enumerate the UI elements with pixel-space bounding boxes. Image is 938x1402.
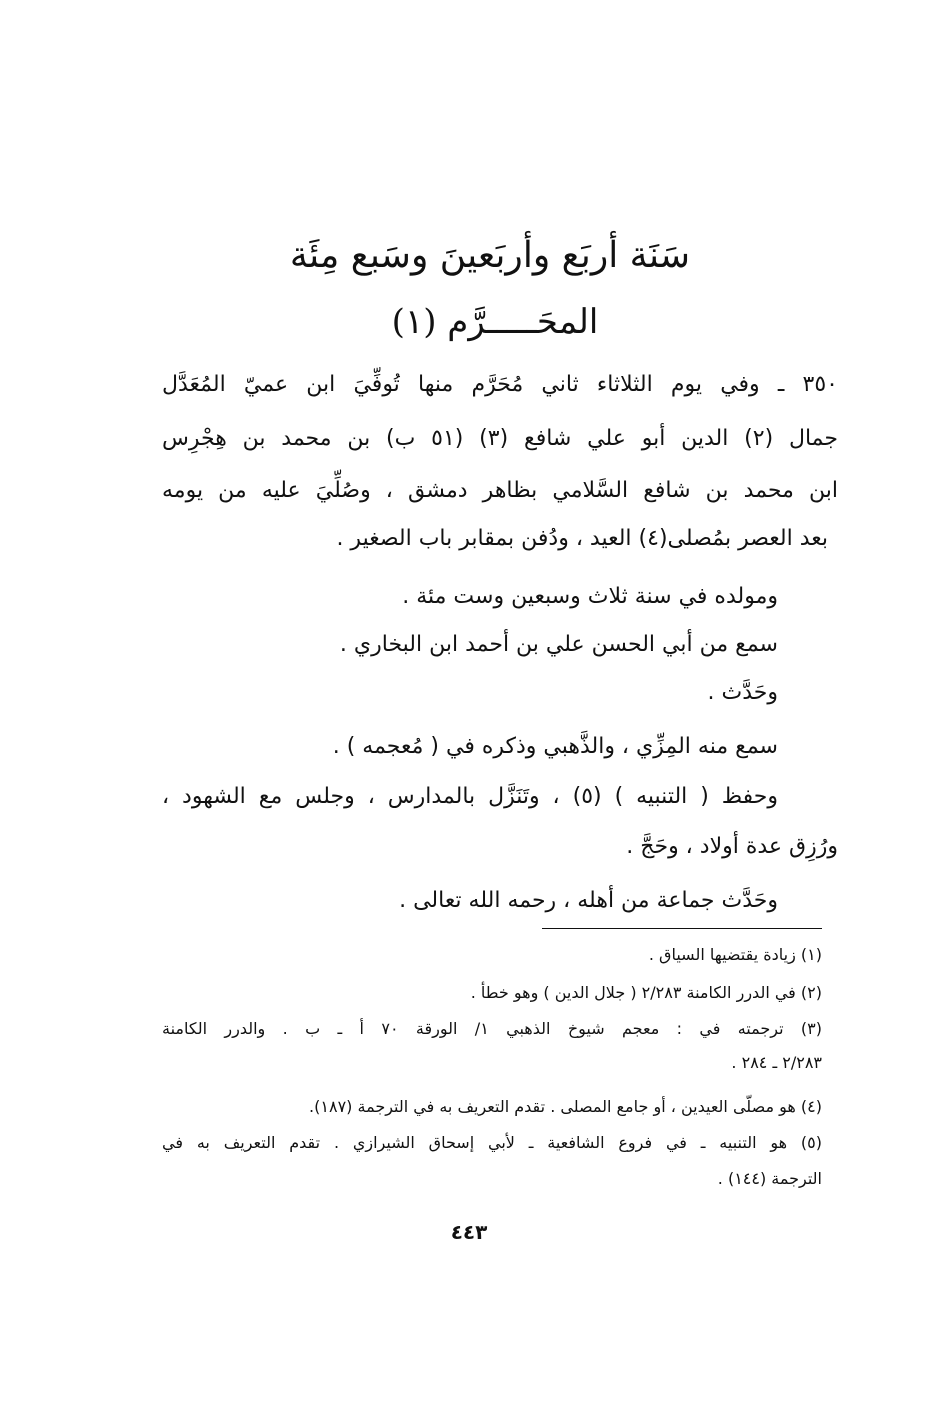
body-line: ومولده في سنة ثلاث وسبعين وست مئة . <box>402 584 778 609</box>
footnote: ٢/٢٨٣ ـ ٢٨٤ . <box>731 1053 822 1072</box>
footnote: (٣) ترجمته في : معجم شيوخ الذهبي ١/ الورقة ٧٠ أ ـ ب . والدرر الكامنة <box>162 1019 822 1038</box>
footnote: (١) زيادة يقتضيها السياق . <box>648 945 822 964</box>
body-line: جمال (٢) الدين أبو علي شافع (٣) (٥١ ب) بن محمد بن هِجْرِس <box>162 426 838 451</box>
body-line: وحَدَّث . <box>707 680 778 705</box>
year-heading: سَنَة أربَع وأربَعينَ وسَبع مِئَة <box>289 235 690 276</box>
body-line: سمع منه المِزِّي ، والذَّهبي وذكره في ( مُعجمه ) . <box>332 734 778 759</box>
footnote-separator <box>542 928 822 929</box>
body-line: ٣٥٠ ـ وفي يوم الثلاثاء ثاني مُحَرَّم منها تُوفِّيَ ابن عميّ المُعَدَّل <box>162 372 838 397</box>
body-line: وحفظ ( التنبيه ) (٥) ، وتَنَزَّل بالمدارس ، وجلس مع الشهود ، <box>162 784 778 809</box>
body-line: ابن محمد بن شافع السَّلامي بظاهر دمشق ، وصُلِّيَ عليه من يومه <box>162 478 838 503</box>
page-number: ٤٤٣ <box>450 1220 488 1244</box>
footnote: الترجمة (١٤٤) . <box>717 1169 822 1188</box>
body-line: ورُزِق عدة أولاد ، وحَجَّ . <box>626 834 838 859</box>
footnote: (٤) هو مصلّى العيدين ، أو جامع المصلى . تقدم التعريف به في الترجمة (١٨٧). <box>309 1097 822 1116</box>
footnote: (٢) في الدرر الكامنة ٢/٢٨٣ ( جلال الدين ) وهو خطأ . <box>470 983 822 1002</box>
month-heading: المحَـــــرَّم (١) <box>391 302 599 342</box>
body-line: سمع من أبي الحسن علي بن أحمد ابن البخاري . <box>339 632 778 657</box>
footnote: (٥) هو التنبيه ـ في فروع الشافعية ـ لأبي إسحاق الشيرازي . تقدم التعريف به في <box>162 1133 822 1152</box>
body-line: بعد العصر بمُصلى(٤) العيد ، ودُفن بمقابر باب الصغير . <box>336 526 828 551</box>
body-line: وحَدَّث جماعة من أهله ، رحمه الله تعالى . <box>399 888 778 913</box>
